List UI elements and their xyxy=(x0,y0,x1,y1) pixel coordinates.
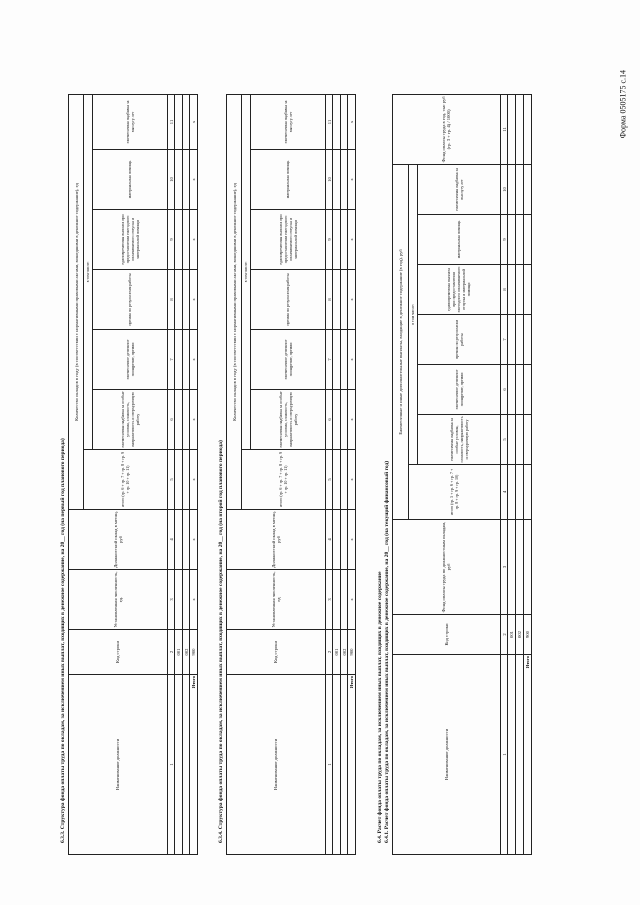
num-cell: 3 xyxy=(167,570,175,630)
num-cell: 6 xyxy=(325,390,333,450)
num-cell: 3 xyxy=(325,570,333,630)
subcol-3: премия по результатам работы xyxy=(92,270,167,330)
incl-header: в том числе: xyxy=(242,94,251,449)
table-row xyxy=(182,94,190,854)
x-cell: x xyxy=(190,270,198,330)
subcol-6: ежемесячная надбавка за выслугу лет xyxy=(92,94,167,149)
x-cell: x xyxy=(190,94,198,149)
x-cell: x xyxy=(190,510,198,570)
subcol-5: материальная помощь xyxy=(417,215,500,265)
num-cell: 9 xyxy=(167,210,175,270)
x-cell: x xyxy=(348,570,356,630)
x-cell: x xyxy=(348,210,356,270)
col-staff: Установленная численность, ед xyxy=(227,570,326,630)
cell xyxy=(182,675,190,855)
code-cell: 002 xyxy=(340,630,348,675)
subcol-6: ежемесячная надбавка за выслугу лет xyxy=(250,94,325,149)
subcol-4: единовременная выплата при предоставлении ежегодного оплачиваемого отпуска и материальной помощи xyxy=(92,210,167,270)
num-cell: 6 xyxy=(167,390,175,450)
table-section-2 xyxy=(226,94,356,855)
num-cell: 8 xyxy=(325,270,333,330)
num-cell: 9 xyxy=(500,215,508,265)
num-cell: 4 xyxy=(325,510,333,570)
x-cell: x xyxy=(348,390,356,450)
x-cell: x xyxy=(190,390,198,450)
num-cell: 5 xyxy=(500,415,508,465)
subcol-4: единовременная выплата при предоставлении ежегодного оплачиваемого отпуска и материальной помощи xyxy=(417,265,500,315)
x-cell: x xyxy=(190,330,198,390)
group-header: Ежемесячные и иные дополнительные выплаты, входящие в денежное содержание (в год), руб xyxy=(393,164,409,519)
table-section-1 xyxy=(68,94,198,855)
x-cell: x xyxy=(348,270,356,330)
subcol-5: материальная помощь xyxy=(250,150,325,210)
num-row xyxy=(325,94,333,854)
num-cell: 11 xyxy=(325,94,333,149)
total-row xyxy=(348,94,356,854)
num-cell: 5 xyxy=(167,450,175,510)
itogo-label: Итого xyxy=(190,675,198,855)
col-fund: Фонд оплаты труда по должностным окладам, руб xyxy=(393,520,501,615)
col-total: итого (гр. 6 + гр. 7 + гр. 8 + гр. 9 + гр. 10 + гр. 11) xyxy=(84,450,168,510)
col-code: Код строки xyxy=(227,630,326,675)
subcol-1: ежемесячная надбавка за особые условия, сложность, напряженность и сверхурочную работу xyxy=(92,390,167,450)
num-cell: 11 xyxy=(167,94,175,149)
x-cell: x xyxy=(348,150,356,210)
subcol-2: ежемесячное денежное поощрение, премии xyxy=(92,330,167,390)
table-row xyxy=(333,94,341,854)
subcol-2: ежемесячное денежное поощрение, премии xyxy=(417,365,500,415)
num-cell: 7 xyxy=(325,330,333,390)
col-total: итого (гр. 6 + гр. 7 + гр. 8 + гр. 9 + гр. 10 + гр. 11) xyxy=(242,450,326,510)
incl-header: в том числе: xyxy=(84,94,93,449)
num-cell: 1 xyxy=(325,675,333,855)
total-row xyxy=(190,94,198,854)
code-cell: 002 xyxy=(182,630,190,675)
col-name: Наименование должности xyxy=(227,675,326,855)
table-row xyxy=(516,94,524,854)
code-cell: 900 xyxy=(524,615,532,655)
code-cell: 001 xyxy=(333,630,341,675)
x-cell: x xyxy=(348,94,356,149)
cell xyxy=(333,675,341,855)
num-cell: 1 xyxy=(167,675,175,855)
subcol-3: премия по результатам работы xyxy=(417,315,500,365)
x-cell: x xyxy=(190,210,198,270)
subcol-1: ежемесячная надбавка за особые условия, сложность, напряженность и сверхурочную работу xyxy=(250,390,325,450)
num-row xyxy=(167,94,175,854)
group-header: Количество окладов в году (в соответствии с нормативными правовыми актами, вошедшими в денежное содержание), ед xyxy=(69,94,84,509)
col-salary: Должностной оклад в месяц, руб xyxy=(227,510,326,570)
x-cell: x xyxy=(190,570,198,630)
num-cell: 4 xyxy=(500,465,508,520)
cell xyxy=(340,675,348,855)
col-total: итого (гр. 5 + гр. 6 + гр. 7 + гр. 8 + гр. 9 + гр. 10) xyxy=(408,465,500,520)
x-cell: x xyxy=(348,450,356,510)
col-staff: Установленная численность, ед. xyxy=(69,570,168,630)
col-name: Наименование должности xyxy=(69,675,168,855)
subcol-6: ежемесячная надбавка за выслугу лет xyxy=(417,164,500,214)
col-code: Код строки xyxy=(393,615,501,655)
num-cell: 3 xyxy=(500,520,508,615)
col-final: Фонд оплаты труда в год, тыс руб (гр. 3 + гр. 4) / 1000) xyxy=(393,94,501,164)
num-row xyxy=(500,94,508,854)
table-section-3 xyxy=(392,94,532,855)
x-cell: x xyxy=(190,150,198,210)
subcol-5: материальная помощь xyxy=(92,150,167,210)
num-cell: 2 xyxy=(500,615,508,655)
x-cell: x xyxy=(348,510,356,570)
x-cell: x xyxy=(348,330,356,390)
num-cell: 2 xyxy=(167,630,175,675)
code-cell: 900 xyxy=(348,630,356,675)
itogo-label: Итого xyxy=(348,675,356,855)
subcol-1: ежемесячная надбавка за особые условия, сложность, напряженность и сверхурочную работу xyxy=(417,415,500,465)
code-cell: 002 xyxy=(516,615,524,655)
section-title-3: 6.4. Расчет фонда оплаты труда по окладам, за исключением иных выплат, входящих в денежное содержание xyxy=(377,571,383,843)
table-row xyxy=(340,94,348,854)
total-row xyxy=(524,94,532,854)
num-cell: 7 xyxy=(500,315,508,365)
itogo-label: Итого xyxy=(524,655,532,855)
code-cell: 001 xyxy=(508,615,516,655)
code-cell: 001 xyxy=(175,630,183,675)
section-title-2: 6.3.4. Структура фонда оплаты труда по окладам, за исключением иных выплат, входящих в денежное содержание, на 20__ год (на второй год планового периода) xyxy=(218,440,224,843)
subcol-2: ежемесячное денежное поощрение, премии xyxy=(250,330,325,390)
section-title-3b: 6.4.1. Расчет фонда оплаты труда по окладам, за исключением иных выплат, входящих в денежное содержание, на 20__ год (на текущий финансовый год) xyxy=(384,460,390,843)
form-code: Форма 0505175 с.14 xyxy=(618,70,627,139)
num-cell: 9 xyxy=(325,210,333,270)
num-cell: 7 xyxy=(167,330,175,390)
num-cell: 1 xyxy=(500,655,508,855)
col-name: Наименование должности xyxy=(393,655,501,855)
x-cell: x xyxy=(190,450,198,510)
table-row xyxy=(175,94,183,854)
num-cell: 8 xyxy=(167,270,175,330)
subcol-4: единовременная выплата при предоставлении ежегодного оплачиваемого отпуска и материальной помощи xyxy=(250,210,325,270)
num-cell: 2 xyxy=(325,630,333,675)
num-cell: 6 xyxy=(500,365,508,415)
cell xyxy=(175,675,183,855)
num-cell: 4 xyxy=(167,510,175,570)
num-cell: 5 xyxy=(325,450,333,510)
num-cell: 11 xyxy=(500,94,508,164)
num-cell: 10 xyxy=(325,150,333,210)
num-cell: 8 xyxy=(500,265,508,315)
table-row xyxy=(508,94,516,854)
col-code: Код строки xyxy=(69,630,168,675)
num-cell: 10 xyxy=(500,164,508,214)
subcol-3: премия по результатам работы xyxy=(250,270,325,330)
incl-header: в том числе: xyxy=(408,164,417,464)
group-header: Количество окладов в году (в соответствии с нормативными правовыми актами, вошедшими в денежное содержание), ед xyxy=(227,94,242,509)
section-title-1: 6.3.3. Структура фонда оплаты труда по окладам, за исключением иных выплат, входящих в денежное содержание, на 20__ год (на первый год планового периода) xyxy=(60,438,66,843)
num-cell: 10 xyxy=(167,150,175,210)
code-cell: 900 xyxy=(190,630,198,675)
col-salary: Должностной оклад в месяц, руб xyxy=(69,510,168,570)
